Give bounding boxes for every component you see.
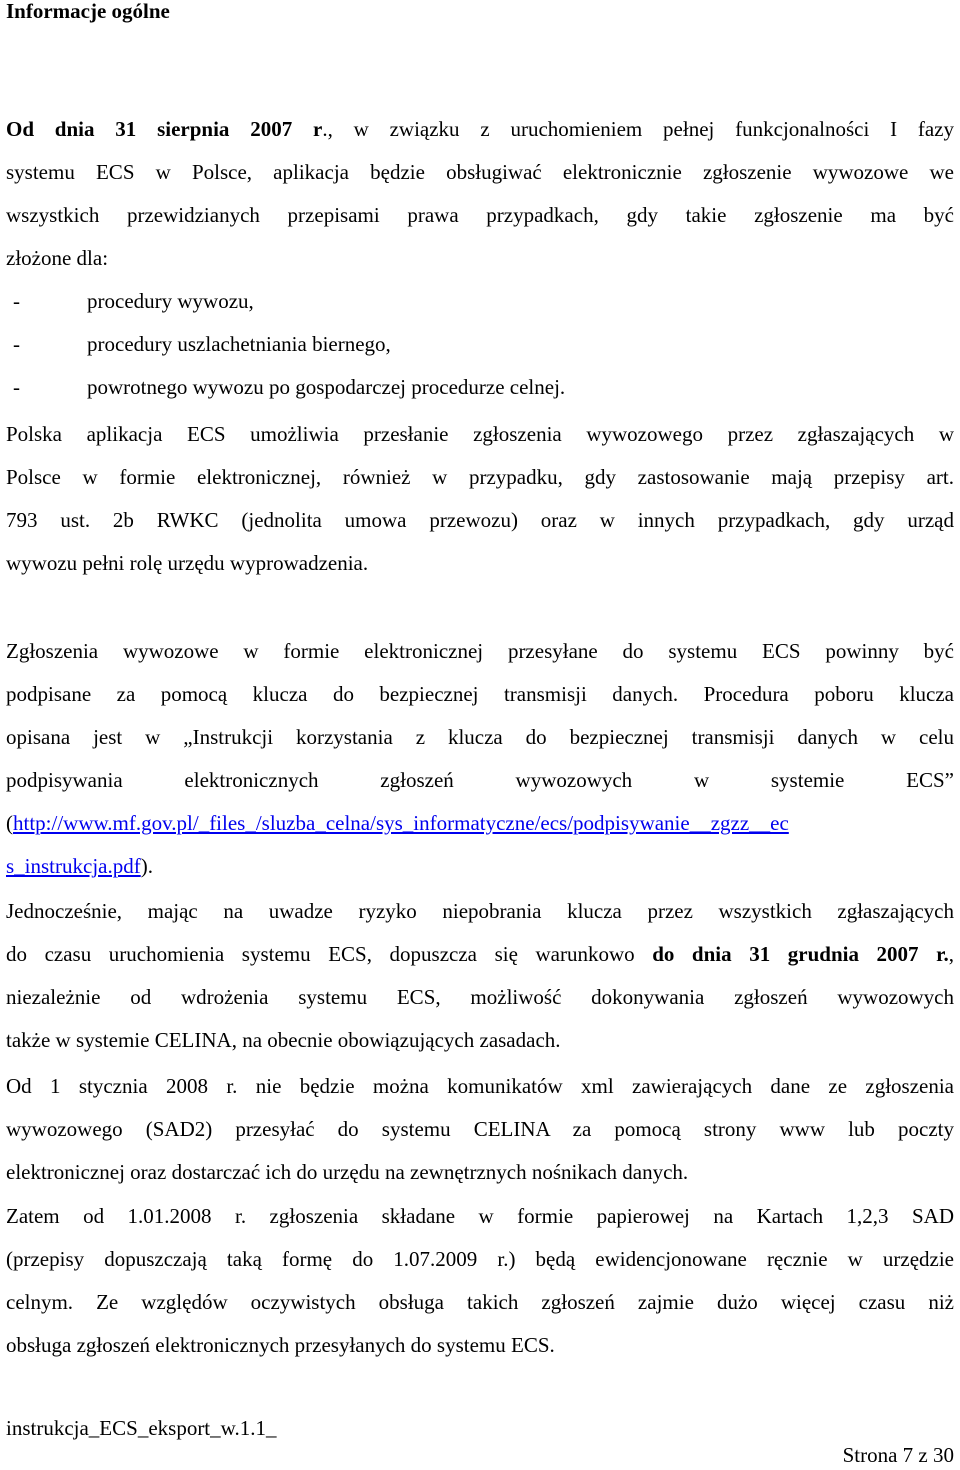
list-item-text: procedury wywozu, xyxy=(87,289,254,313)
list-item-text: powrotnego wywozu po gospodarczej procedurze celnej. xyxy=(87,375,566,399)
footer-page-number: Strona 7 z 30 xyxy=(842,1443,954,1467)
paragraph-intro xyxy=(6,108,954,280)
bold-date: Od dnia 31 sierpnia 2007 r xyxy=(6,117,323,141)
paragraph-line: celnym. Ze względów oczywistych obsługa takich zgłoszeń zajmie dużo więcej czasu niż xyxy=(6,1290,954,1314)
paragraph-line: podpisane za pomocą klucza do bezpiecznej transmisji danych. Procedura poboru klucza xyxy=(6,682,954,706)
paragraph-line: Od 1 stycznia 2008 r. nie będzie można komunikatów xml zawierających dane ze zgłoszenia xyxy=(6,1074,954,1098)
paragraph-line xyxy=(6,802,954,845)
paragraph-ecs-app xyxy=(6,413,954,585)
page-heading: Informacje ogólne xyxy=(6,0,170,23)
paragraph-line: obsługa zgłoszeń elektronicznych przesyłanych do systemu ECS. xyxy=(6,1333,555,1357)
paragraph-line: Polsce w formie elektronicznej, również w przypadku, gdy zastosowanie mają przepisy art. xyxy=(6,465,954,489)
list-item xyxy=(13,366,960,409)
paragraph-line: złożone dla: xyxy=(6,246,109,270)
paragraph-celina xyxy=(6,1065,954,1194)
paragraph-line: Zatem od 1.01.2008 r. zgłoszenia składane w formie papierowej na Kartach 1,2,3 SAD xyxy=(6,1204,954,1228)
paragraph-signing xyxy=(6,630,954,888)
list-item xyxy=(13,280,960,323)
paragraph-transition xyxy=(6,890,954,1062)
paragraph-line: podpisywania elektronicznych zgłoszeń wywozowych w systemie ECS” xyxy=(6,768,954,792)
paragraph-text: ., w związku z uruchomieniem pełnej funkcjonalności I fazy xyxy=(322,117,954,141)
paragraph-text: , xyxy=(948,942,954,966)
paragraph-text: do czasu uruchomienia systemu ECS, dopuszcza się warunkowo xyxy=(6,942,653,966)
paren-open: ( xyxy=(6,811,13,835)
paragraph-line: wywozu pełni rolę urzędu wyprowadzenia. xyxy=(6,551,369,575)
paragraph-line: systemu ECS w Polsce, aplikacja będzie obsługiwać elektronicznie zgłoszenie wywozowe we xyxy=(6,160,954,184)
paragraph-line xyxy=(6,933,954,976)
paragraph-line xyxy=(6,845,954,888)
paragraph-line: Jednocześnie, mając na uwadze ryzyko niepobrania klucza przez wszystkich zgłaszających xyxy=(6,899,954,923)
paragraph-paper-forms xyxy=(6,1195,954,1367)
dash-bullet: - xyxy=(13,375,20,399)
paragraph-line: elektronicznej oraz dostarczać ich do urzędu na zewnętrznych nośnikach danych. xyxy=(6,1160,689,1184)
procedure-list xyxy=(13,280,960,409)
instruction-pdf-link-continued[interactable]: s_instrukcja.pdf xyxy=(6,854,141,878)
paragraph-line: wszystkich przewidzianych przepisami prawa przypadkach, gdy takie zgłoszenie ma być xyxy=(6,203,954,227)
dash-bullet: - xyxy=(13,332,20,356)
footer-document-id: instrukcja_ECS_eksport_w.1.1_ xyxy=(6,1416,277,1440)
list-item xyxy=(13,323,960,366)
paragraph-line: niezależnie od wdrożenia systemu ECS, możliwość dokonywania zgłoszeń wywozowych xyxy=(6,985,954,1009)
paragraph-line xyxy=(6,108,954,151)
paragraph-line: także w systemie CELINA, na obecnie obowiązujących zasadach. xyxy=(6,1028,561,1052)
paragraph-line: Polska aplikacja ECS umożliwia przesłanie zgłoszenia wywozowego przez zgłaszających w xyxy=(6,422,954,446)
paragraph-line: (przepisy dopuszczają taką formę do 1.07.2009 r.) będą ewidencjonowane ręcznie w urzędzie xyxy=(6,1247,954,1271)
paren-close: ). xyxy=(140,854,153,878)
dash-bullet: - xyxy=(13,289,20,313)
paragraph-line: wywozowego (SAD2) przesyłać do systemu CELINA za pomocą strony www lub poczty xyxy=(6,1117,954,1141)
instruction-pdf-link[interactable]: http://www.mf.gov.pl/_files_/sluzba_celna/sys_informatyczne/ecs/podpisywanie__zgzz__ec xyxy=(13,811,789,835)
paragraph-line: Zgłoszenia wywozowe w formie elektronicznej przesyłane do systemu ECS powinny być xyxy=(6,639,954,663)
bold-deadline: do dnia 31 grudnia 2007 r. xyxy=(652,942,949,966)
list-item-text: procedury uszlachetniania biernego, xyxy=(87,332,391,356)
paragraph-line: opisana jest w „Instrukcji korzystania z klucza do bezpiecznej transmisji danych w celu xyxy=(6,725,954,749)
paragraph-line: 793 ust. 2b RWKC (jednolita umowa przewozu) oraz w innych przypadkach, gdy urząd xyxy=(6,508,954,532)
